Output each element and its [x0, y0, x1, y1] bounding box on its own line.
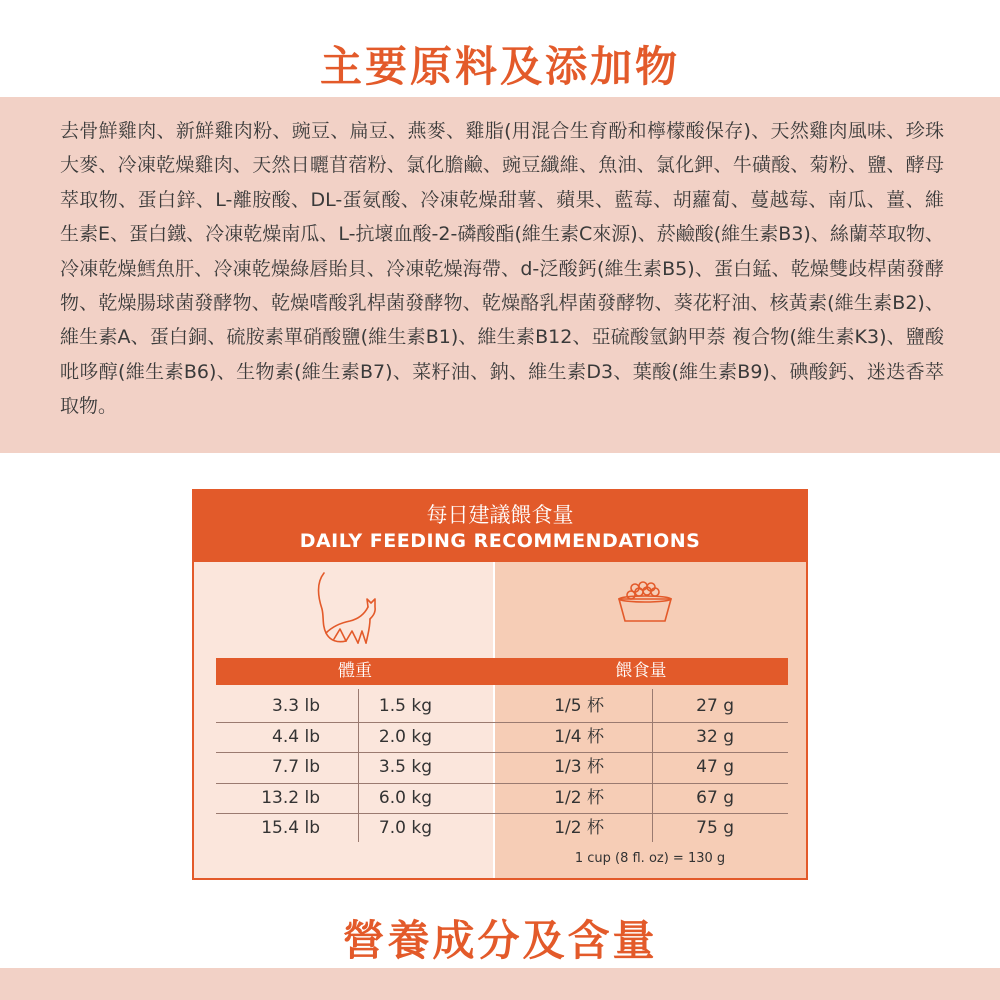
weight-lb-cell: 3.3 lb: [272, 696, 320, 716]
portion-cup-cell: 1/5 杯: [554, 696, 604, 716]
weight-lb-cell: 15.4 lb: [261, 818, 320, 838]
portion-cup-cell: 1/3 杯: [554, 757, 604, 777]
row-divider: [494, 813, 788, 814]
feeding-recommendations-card: [192, 489, 808, 880]
nutrition-title: 營養成分及含量: [342, 916, 658, 965]
column-divider: [358, 689, 359, 842]
weight-kg-cell: 3.5 kg: [378, 757, 432, 777]
panel-divider: [493, 562, 495, 878]
row-divider: [494, 752, 788, 753]
feeding-title-en: DAILY FEEDING RECOMMENDATIONS: [299, 530, 701, 552]
portion-cup-cell: 1/4 杯: [554, 726, 604, 747]
ingredients-title: 主要原料及添加物: [319, 42, 680, 91]
weight-kg-cell: 7.0 kg: [378, 818, 432, 838]
ingredients-list: 去骨鮮雞肉、新鮮雞肉粉、豌豆、扁豆、燕麥、雞脂(用混合生育酚和檸檬酸保存)、天然雞肉風味、珍珠大麥、冷凍乾燥雞肉、天然日曬苜蓿粉、氯化膽鹼、豌豆纖維、魚油、氯化鉀、牛磺酸、菊粉、鹽、酵母萃取物、蛋白鋅、L-離胺酸、DL-蛋氨酸、冷凍乾燥甜薯、蘋果、藍莓、胡蘿蔔、蔓越莓、南瓜、薑、維生素E、蛋白鐵、冷凍乾燥南瓜、L-抗壞血酸-2-磷酸酯(維生素C來源)、菸鹼酸(維生素B3)、絲蘭萃取物、冷凍乾燥鱈魚肝、冷凍乾燥綠唇貽貝、冷凍乾燥海帶、d-泛酸鈣(維生素B5)、蛋白錳、乾燥雙歧桿菌發酵物、乾燥腸球菌發酵物、乾燥嗜酸乳桿菌發酵物、乾燥酪乳桿菌發酵物、葵花籽油、核黃素(維生素B2)、維生素A、蛋白銅、硫胺素單硝酸鹽(維生素B1)、維生素B12、亞硫酸氫鈉甲萘 複合物(維生素K3)、鹽酸吡哆醇(維生素B6)、生物素(維生素B7)、菜籽油、鈉、維生素D3、葉酸(維生素B9)、碘酸鈣、迷迭香萃取物。: [60, 120, 944, 418]
portion-cup-cell: 1/2 杯: [554, 787, 604, 808]
column-divider: [652, 689, 653, 842]
weight-kg-cell: 2.0 kg: [378, 726, 432, 747]
portion-column-header: 餵食量: [494, 658, 788, 685]
cat-icon: [312, 569, 384, 651]
row-divider: [494, 783, 788, 784]
portion-gram-cell: 27 g: [696, 696, 734, 716]
row-divider: [216, 783, 494, 784]
row-divider: [216, 752, 494, 753]
weight-lb-cell: 13.2 lb: [261, 787, 320, 808]
weight-lb-cell: 7.7 lb: [272, 757, 320, 777]
row-divider: [494, 722, 788, 723]
weight-kg-cell: 6.0 kg: [378, 787, 432, 808]
feeding-title-zh: 每日建議餵食量: [426, 503, 574, 527]
food-bowl-icon: [609, 581, 681, 631]
portion-cup-cell: 1/2 杯: [554, 818, 604, 838]
cup-conversion-note: 1 cup (8 fl. oz) = 130 g: [574, 851, 726, 866]
nutrition-band: [0, 968, 1000, 1000]
portion-gram-cell: 75 g: [696, 818, 734, 838]
weight-kg-cell: 1.5 kg: [378, 696, 432, 716]
portion-gram-cell: 67 g: [696, 787, 734, 808]
row-divider: [216, 813, 494, 814]
portion-gram-cell: 47 g: [696, 757, 734, 777]
weight-lb-cell: 4.4 lb: [272, 726, 320, 747]
row-divider: [216, 722, 494, 723]
feeding-header: [194, 491, 806, 562]
weight-column-header: 體重: [216, 658, 494, 685]
portion-gram-cell: 32 g: [696, 726, 734, 747]
